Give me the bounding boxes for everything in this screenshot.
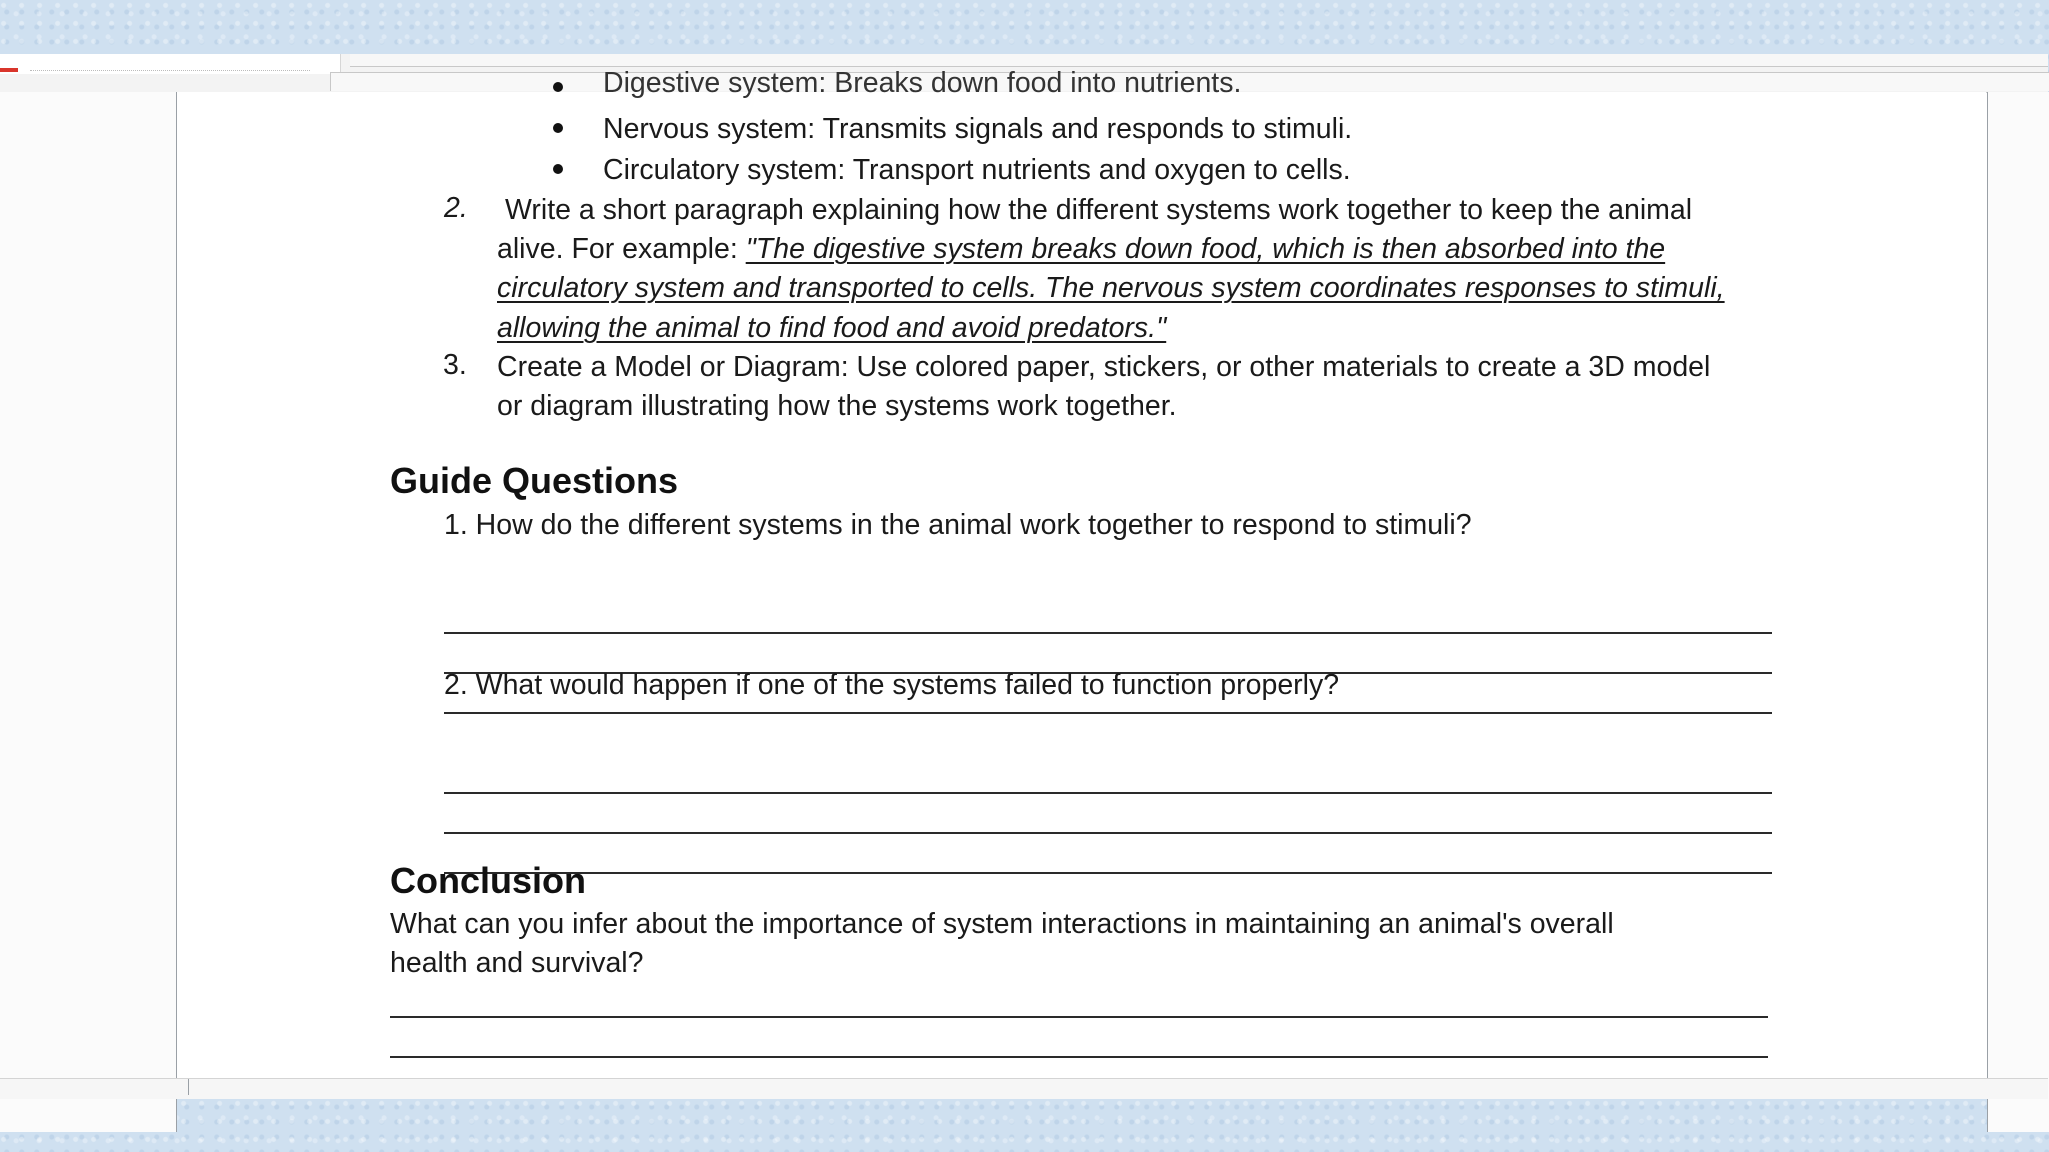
guide-questions-heading: Guide Questions [390, 460, 679, 501]
pdf-file-icon [0, 68, 18, 72]
tab-label-placeholder [30, 70, 310, 72]
step-2-text-line2 [497, 230, 1665, 269]
answer-line [444, 872, 1772, 874]
bullet-nervous-system: Nervous system: Transmits signals and responds to stimuli. [603, 113, 1353, 145]
step-2-prefix: alive. For example: [497, 233, 746, 265]
guide-question-2: 2. What would happen if one of the systems failed to function properly? [444, 669, 1340, 701]
document-tab[interactable] [0, 54, 341, 74]
document-window [0, 54, 2048, 1098]
answer-line [444, 832, 1772, 834]
conclusion-heading: Conclusion [390, 860, 586, 901]
document-page [177, 67, 1986, 1078]
bullet-circulatory-system: Circulatory system: Transport nutrients and oxygen to cells. [603, 154, 1351, 186]
step-2-text: Write a short paragraph explaining how the different systems work together to keep the animal [505, 194, 1693, 226]
bullet-dot [553, 82, 563, 92]
margin-marker [188, 1079, 189, 1095]
bullet-dot [553, 123, 563, 133]
conclusion-prompt-line1: What can you infer about the importance of system interactions in maintaining an animal's overall [390, 908, 1614, 940]
answer-line [444, 792, 1772, 794]
step-number: 2. [444, 192, 468, 224]
answer-line [444, 632, 1772, 634]
step-2-example-line3: allowing the animal to find food and avoid predators." [497, 312, 1167, 344]
bullet-dot [553, 164, 563, 174]
step-3-text: Create a Model or Diagram: Use colored paper, stickers, or other materials to create a 3D model [497, 351, 1711, 383]
step-2-example-line2: circulatory system and transported to cells. The nervous system coordinates responses to stimuli, [497, 272, 1725, 304]
answer-line [390, 1056, 1768, 1058]
answer-line [444, 712, 1772, 714]
left-page-margin [0, 92, 177, 1132]
step-3-text-line2: or diagram illustrating how the systems work together. [497, 390, 1177, 422]
right-page-margin [1987, 92, 2049, 1132]
step-2-example: "The digestive system breaks down food, which is then absorbed into the [745, 233, 1666, 265]
cutoff-bullet-text: Digestive system: Breaks down food into nutrients. [603, 67, 1242, 99]
step-number: 3. [443, 349, 467, 381]
guide-question-1: 1. How do the different systems in the animal work together to respond to stimuli? [444, 509, 1472, 541]
status-bar [0, 1078, 2048, 1099]
answer-line [390, 1016, 1768, 1018]
conclusion-prompt-line2: health and survival? [390, 947, 644, 979]
